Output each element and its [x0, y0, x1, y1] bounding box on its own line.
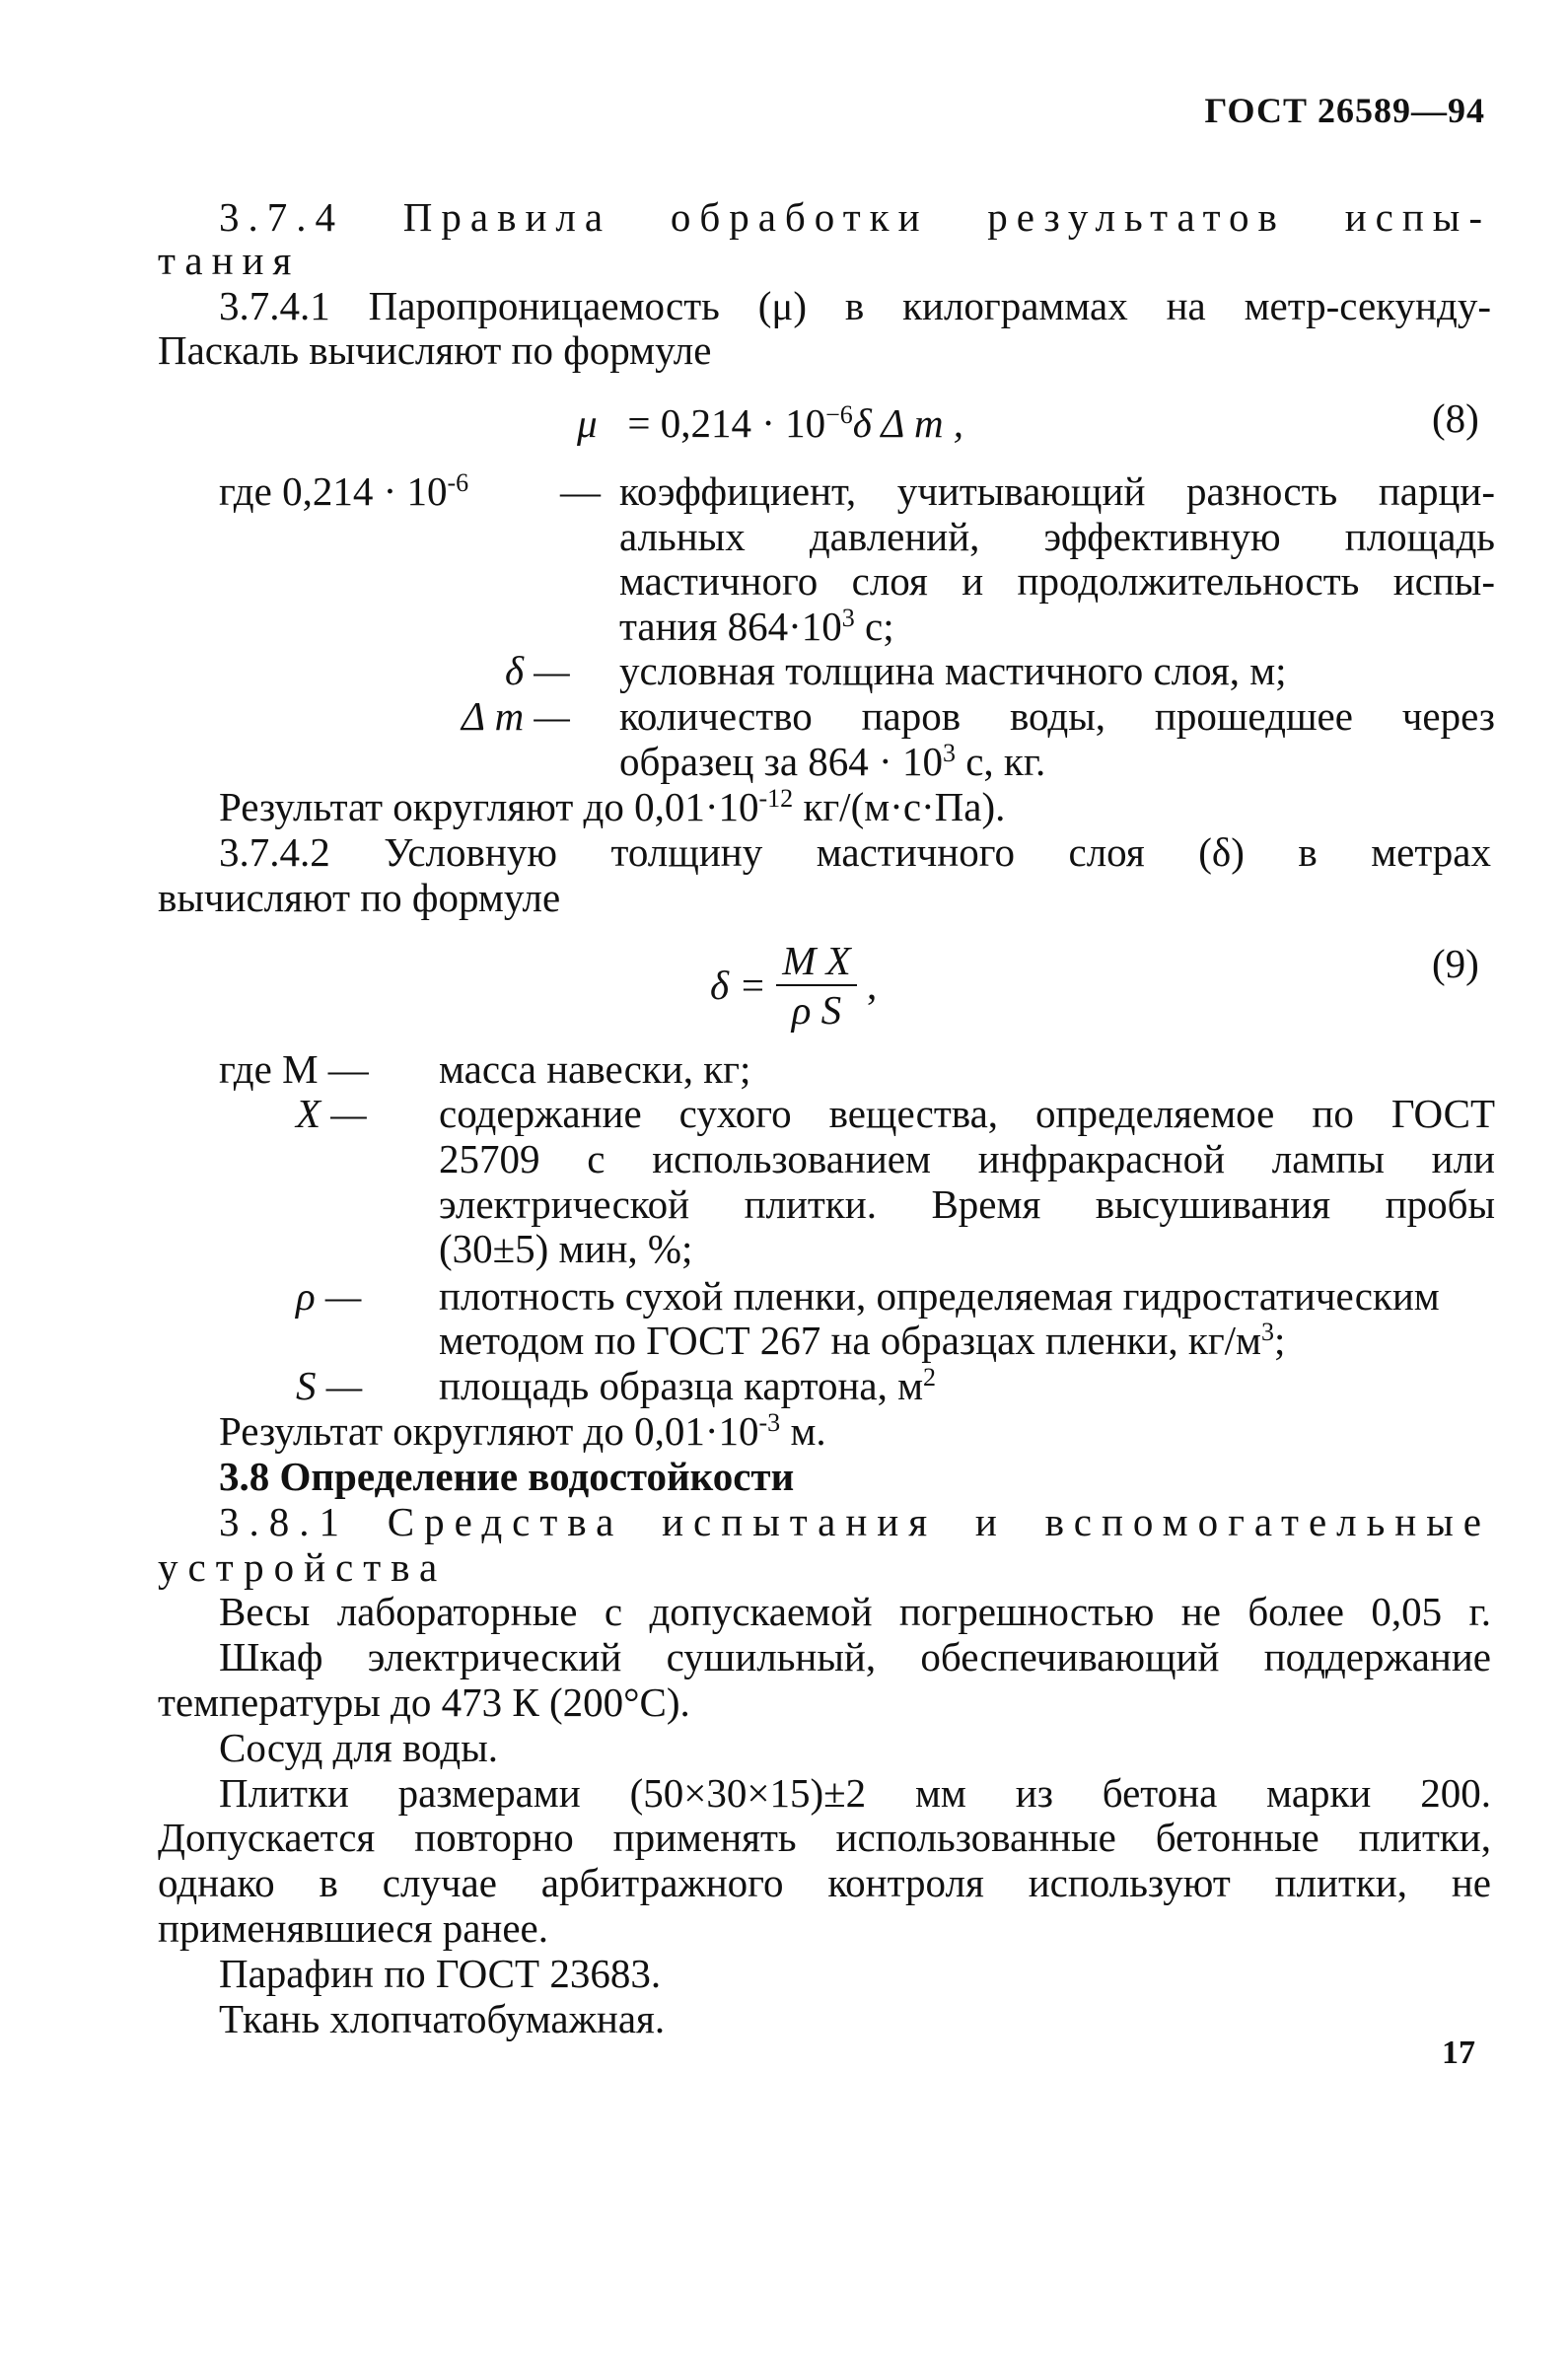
def-x-line2: 25709 с использованием инфракрасной лампы или — [439, 1136, 1495, 1181]
where-label: где 0,214 · 10 — [219, 468, 448, 514]
section-3-8-1-line1: 3.8.1 Средства испытания и вспомогательные — [219, 1499, 1491, 1544]
def1-line4 — [619, 603, 894, 650]
def3-line1: количество паров воды, прошедшее через — [619, 693, 1495, 739]
paragraph-vessel: Сосуд для воды. — [219, 1725, 499, 1770]
def-s-text-body: площадь образца картона, м — [439, 1363, 924, 1408]
where-m-label — [219, 1045, 369, 1093]
formula-8-number: (8) — [1432, 395, 1479, 441]
def3-line2-text: образец за 864 · 10 — [619, 739, 943, 784]
paragraph-tiles-line2: Допускается повторно применять использованные бетонные плитки, — [158, 1815, 1491, 1860]
def1-line2: альных давлений, эффективную площадь — [619, 514, 1495, 559]
def1-line3: мастичного слоя и продолжительность испы- — [619, 558, 1495, 604]
def1-line4-unit: с; — [854, 604, 894, 649]
formula-9-fraction — [776, 937, 856, 1034]
def-m-text: масса навески, кг; — [439, 1046, 751, 1092]
result1-text: Результат округляют до 0,01·10 — [219, 784, 759, 829]
def3-line2 — [619, 738, 1045, 785]
formula-8-exponent: −6 — [825, 400, 853, 429]
result1-exponent: -12 — [758, 784, 794, 813]
def3-symbol: Δ m — — [462, 693, 570, 739]
def3-line2-exponent: 3 — [942, 739, 956, 767]
paragraph-paraffin: Парафин по ГОСТ 23683. — [219, 1951, 662, 1996]
formula-9-lhs: δ = — [710, 963, 766, 1008]
def-x-symbol: X — — [296, 1091, 367, 1136]
paragraph-oven-line1: Шкаф электрический сушильный, обеспечивающий поддержание — [219, 1634, 1491, 1679]
section-3-7-4-1-line1: 3.7.4.1 Паропроницаемость (μ) в килограммах на метр-секунду- — [219, 283, 1491, 328]
result2-unit: м. — [780, 1408, 826, 1454]
def2-text: условная толщина мастичного слоя, м; — [619, 648, 1287, 693]
def-rho-line2-exponent: 3 — [1261, 1318, 1274, 1346]
formula-9-number: (9) — [1432, 941, 1479, 986]
def-s-exponent: 2 — [923, 1363, 937, 1392]
section-3-7-4-2-line1: 3.7.4.2 Условную толщину мастичного слоя (δ) в метрах — [219, 829, 1491, 875]
def-s-symbol: S — — [296, 1363, 363, 1408]
paragraph-tiles-line1: Плитки размерами (50×30×15)±2 мм из бетона марки 200. — [219, 1770, 1491, 1816]
section-3-7-4-heading-line2: тания — [158, 238, 301, 283]
section-3-7-4-1-line2: Паскаль вычисляют по формуле — [158, 327, 712, 373]
formula-8 — [577, 399, 963, 447]
section-3-8-heading: 3.8 Определение водостойкости — [219, 1454, 795, 1499]
result-rounding-1 — [219, 783, 1005, 830]
def-s-text — [439, 1362, 936, 1409]
result1-unit: кг/(м·с·Па). — [793, 784, 1006, 829]
section-3-7-4-heading-line1: 3.7.4 Правила обработки результатов испы- — [219, 194, 1491, 240]
paragraph-cloth: Ткань хлопчатобумажная. — [219, 1996, 666, 2041]
formula-9-numerator: M X — [776, 937, 856, 986]
def3-line2-unit: с, кг. — [955, 739, 1046, 784]
def-x-line4: (30±5) мин, %; — [439, 1226, 693, 1271]
paragraph-scales: Весы лабораторные с допускаемой погрешностью не более 0,05 г. — [219, 1589, 1491, 1634]
formula-9 — [710, 937, 877, 1034]
def1-line4-exponent: 3 — [841, 604, 855, 632]
def1-line4-text: тания 864·10 — [619, 604, 842, 649]
def-rho-symbol: ρ — — [296, 1273, 362, 1319]
formula-9-denominator: ρ S — [791, 987, 842, 1033]
result2-text: Результат округляют до 0,01·10 — [219, 1408, 759, 1454]
def-rho-line2-end: ; — [1274, 1318, 1286, 1363]
def1-line1: коэффициент, учитывающий разность парци- — [619, 468, 1495, 514]
document-code: ГОСТ 26589—94 — [1204, 91, 1485, 130]
section-3-7-4-2-line2: вычисляют по формуле — [158, 875, 561, 920]
formula-8-rhs-variables: δ Δ m , — [852, 400, 964, 446]
section-3-8-1-line2: устройства — [158, 1544, 448, 1590]
def-rho-line2-text: методом по ГОСТ 267 на образцах пленки, кг/м — [439, 1318, 1261, 1363]
result-rounding-2 — [219, 1407, 826, 1455]
def-rho-line2 — [439, 1317, 1285, 1364]
result2-exponent: -3 — [758, 1408, 781, 1437]
where-m-symbol: где M — — [219, 1046, 369, 1092]
paragraph-tiles-line4: применявшиеся ранее. — [158, 1905, 549, 1951]
paragraph-tiles-line3: однако в случае арбитражного контроля используют плитки, не — [158, 1860, 1491, 1905]
where-exponent: -6 — [447, 468, 469, 497]
def-rho-line1: плотность сухой пленки, определяемая гидростатическим — [439, 1273, 1440, 1319]
page-number: 17 — [1442, 2035, 1475, 2071]
def1-dash: — — [560, 468, 601, 514]
paragraph-oven-line2: температуры до 473 К (200°С). — [158, 1679, 690, 1725]
def-x-line1: содержание сухого вещества, определяемое по ГОСТ — [439, 1091, 1495, 1136]
formula-8-lhs: μ — [577, 400, 598, 446]
def2-symbol: δ — — [505, 648, 570, 693]
def-x-line3: электрической плитки. Время высушивания пробы — [439, 1181, 1495, 1227]
formula-9-comma: , — [866, 963, 878, 1008]
formula-8-rhs-coefficient: = 0,214 · 10 — [627, 400, 826, 446]
where-coefficient-label — [219, 467, 468, 515]
